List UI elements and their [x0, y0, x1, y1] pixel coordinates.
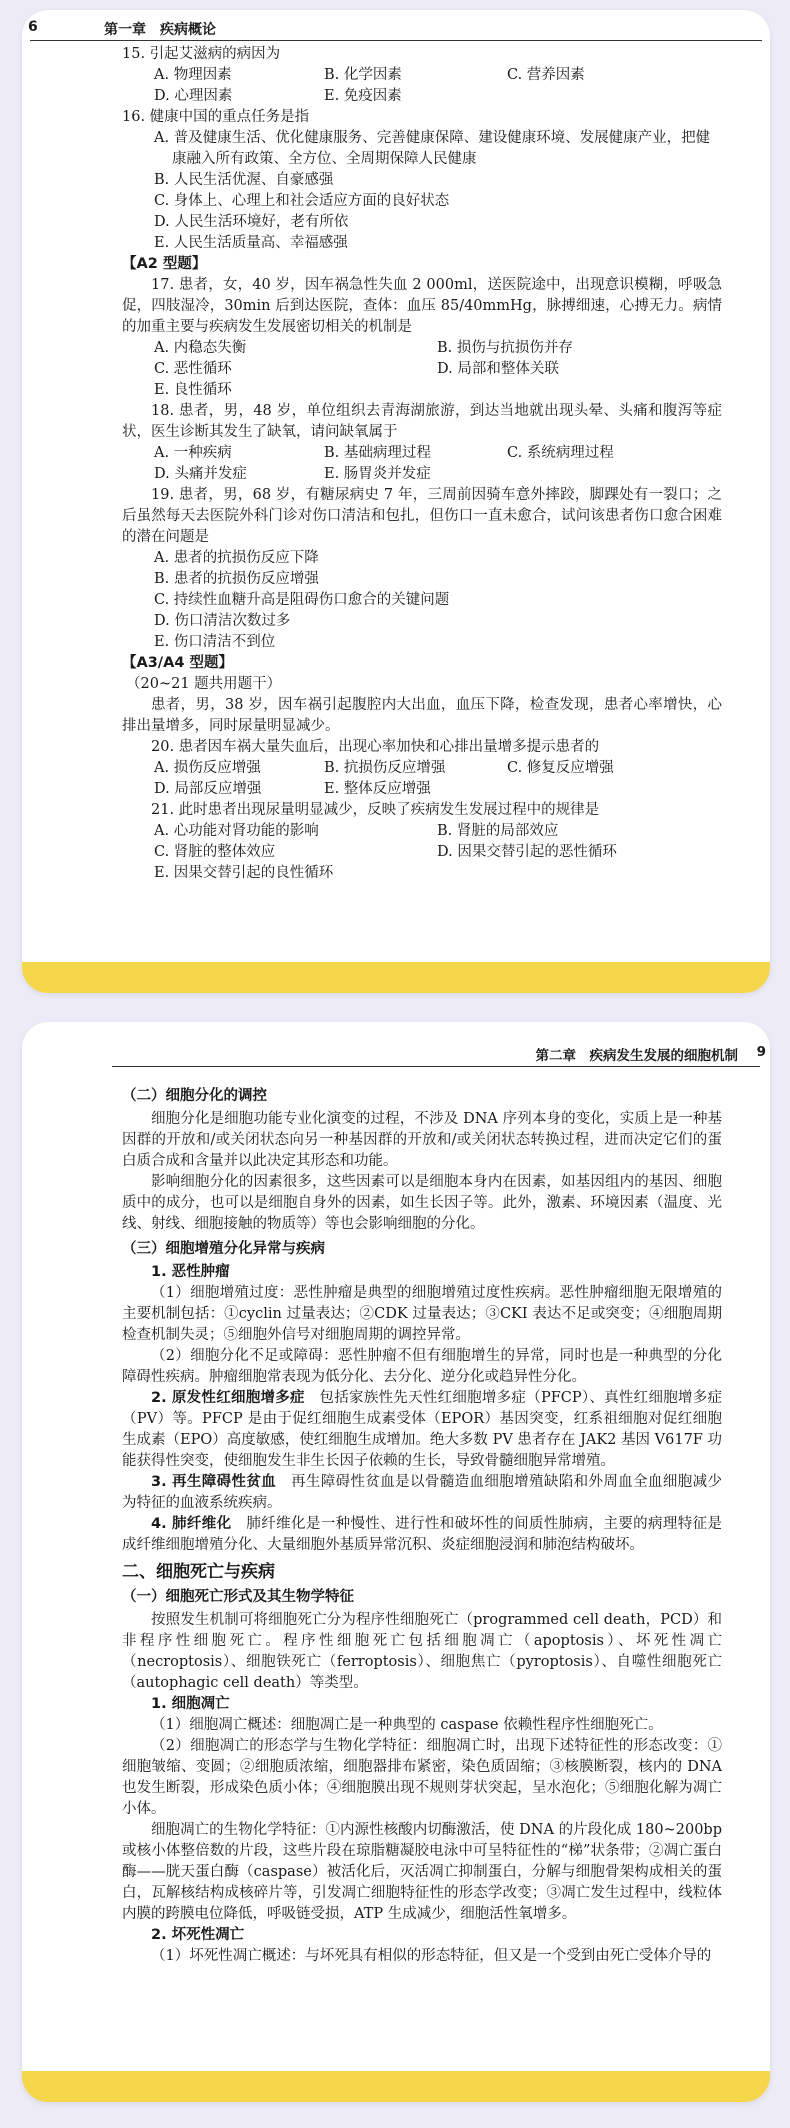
running-header — [30, 18, 762, 41]
question-stem: 17. 患者，女，40 岁，因车祸急性失血 2 000ml，送医院途中，出现意识模糊，呼吸急促，四肢湿冷，30min 后到达医院，查体：血压 85/40mmHg，脉搏细速，心搏无力。病情的加重主要与疾病发生发展密切相关的机制是 — [122, 277, 722, 335]
option: E. 免疫因素 — [324, 88, 402, 104]
inline-heading: 2. 原发性红细胞增多症 — [151, 1390, 305, 1406]
option: D. 头痛并发症 — [154, 466, 247, 482]
decorative-band — [22, 962, 770, 993]
page-1-content — [122, 44, 722, 884]
paragraph: （1）细胞增殖过度：恶性肿瘤是典型的细胞增殖过度性疾病。恶性肿瘤细胞无限增殖的主要机制包括：①cyclin 过量表达；②CDK 过量表达；③CKI 表达不足或突变；④细胞周期检查机制失灵；⑤细胞外信号对细胞周期的调控异常。 — [122, 1285, 722, 1343]
paragraph — [122, 1472, 722, 1514]
option: D. 人民生活环境好，老有所依 — [154, 214, 349, 230]
section-heading: （一）细胞死亡形式及其生物学特征 — [122, 1589, 354, 1605]
option: E. 肠胃炎并发症 — [324, 466, 431, 482]
option: C. 肾脏的整体效应 — [154, 844, 276, 860]
paragraph — [122, 1514, 722, 1556]
paragraph: （1）坏死性凋亡概述：与坏死具有相似的形态特征，但又是一个受到由死亡受体介导的 — [151, 1948, 712, 1964]
section-title: 【A3/A4 型题】 — [122, 655, 233, 671]
option: A. 普及健康生活、优化健康服务、完善健康保障、建设健康环境、发展健康产业，把健 — [154, 130, 711, 146]
option: D. 局部和整体关联 — [437, 361, 559, 377]
question-stem: 18. 患者，男，48 岁，单位组织去青海湖旅游，到达当地就出现头晕、头痛和腹泻等症状，医生诊断其发生了缺氧，请问缺氧属于 — [122, 403, 722, 440]
page-card-2 — [22, 1022, 770, 2102]
option: B. 抗损伤反应增强 — [324, 760, 446, 776]
options — [154, 821, 722, 884]
option: E. 因果交替引起的良性循环 — [154, 865, 334, 881]
option: C. 系统病理过程 — [507, 445, 614, 461]
options — [154, 443, 722, 485]
option: D. 伤口清洁次数过多 — [154, 613, 291, 629]
option: B. 损伤与抗损伤并存 — [437, 340, 573, 356]
options — [154, 548, 722, 653]
subsection-heading: 1. 细胞凋亡 — [151, 1696, 230, 1712]
option: B. 化学因素 — [324, 67, 402, 83]
option: E. 整体反应增强 — [324, 781, 431, 797]
page-2-content — [122, 1082, 722, 1967]
option: C. 营养因素 — [507, 67, 585, 83]
options — [154, 128, 722, 254]
option: B. 人民生活优渥、自豪感强 — [154, 172, 334, 188]
question-stem: 21. 此时患者出现尿量明显减少，反映了疾病发生发展过程中的规律是 — [151, 802, 600, 818]
paragraph: （2）细胞凋亡的形态学与生物化学特征：细胞凋亡时，出现下述特征性的形态改变：①细胞皱缩、变圆；②细胞质浓缩，细胞器排布紧密，染色质固缩；③核膜断裂，核内的 DNA 也发生断裂，形成染色质小体；④细胞膜出现不规则芽状突起，呈水泡化；⑤细胞化解为凋亡小体。 — [122, 1738, 722, 1817]
options — [154, 758, 722, 800]
inline-text: 再生障碍性贫血是以骨髓造血细胞增殖缺陷和外周血全血细胞减少为特征的血液系统疾病。 — [122, 1474, 722, 1511]
question-stem: 19. 患者，男，68 岁，有糖尿病史 7 年，三周前因骑车意外摔跤，脚踝处有一裂口；之后虽然每天去医院外科门诊对伤口清洁和包扎，但伤口一直未愈合，试问该患者伤口愈合困难的潜在问题是 — [122, 487, 722, 545]
question-stem: 15. 引起艾滋病的病因为 — [122, 46, 281, 62]
option: A. 患者的抗损伤反应下降 — [154, 550, 319, 566]
options — [154, 65, 722, 107]
option: C. 恶性循环 — [154, 361, 232, 377]
inline-heading: 3. 再生障碍性贫血 — [151, 1474, 277, 1490]
page-number: 9 — [756, 1044, 766, 1060]
page-number: 6 — [28, 19, 38, 35]
option: C. 修复反应增强 — [507, 760, 614, 776]
option: B. 基础病理过程 — [324, 445, 431, 461]
page-card-1 — [22, 10, 770, 993]
option: A. 内稳态失衡 — [154, 340, 247, 356]
chapter-title: 第二章 疾病发生发展的细胞机制 — [535, 1048, 738, 1064]
paragraph: 按照发生机制可将细胞死亡分为程序性细胞死亡（programmed cell death，PCD）和非程序性细胞死亡。程序性细胞死亡包括细胞凋亡（apoptosis）、坏死性凋亡（necroptosis）、细胞铁死亡（ferroptosis）、细胞焦亡（pyroptosis）、自噬性细胞死亡（autophagic cell death）等类型。 — [122, 1612, 722, 1691]
option: E. 良性循环 — [154, 382, 232, 398]
option: D. 因果交替引起的恶性循环 — [437, 844, 617, 860]
option: B. 肾脏的局部效应 — [437, 823, 559, 839]
option: E. 伤口清洁不到位 — [154, 634, 276, 650]
options — [154, 338, 722, 401]
running-header — [112, 1042, 766, 1067]
paragraph: （2）细胞分化不足或障碍：恶性肿瘤不但有细胞增生的异常，同时也是一种典型的分化障碍性疾病。肿瘤细胞常表现为低分化、去分化、逆分化或趋异性分化。 — [122, 1348, 722, 1385]
decorative-band — [22, 2071, 770, 2102]
question-stem: 20. 患者因车祸大量失血后，出现心率加快和心排出量增多提示患者的 — [151, 739, 600, 755]
shared-stem-note: （20~21 题共用题干） — [126, 676, 282, 692]
section-title: 【A2 型题】 — [122, 256, 207, 272]
inline-text: 包括家族性先天性红细胞增多症（PFCP）、真性红细胞增多症（PV）等。PFCP 是由于促红细胞生成素受体（EPOR）基因突变，红系祖细胞对促红细胞生成素（EPO）高度敏感，使红细胞生成增加。绝大多数 PV 患者存在 JAK2 基因 V617F 功能获得性突变，使细胞发生非生长因子依赖的生长，导致骨髓细胞异常增殖。 — [122, 1390, 722, 1469]
chapter-section-heading: 二、细胞死亡与疾病 — [122, 1562, 275, 1582]
inline-text: 肺纤维化是一种慢性、进行性和破坏性的间质性肺病，主要的病理特征是成纤维细胞增殖分化、大量细胞外基质异常沉积、炎症细胞浸润和肺泡结构破坏。 — [122, 1516, 723, 1553]
section-heading: （三）细胞增殖分化异常与疾病 — [122, 1241, 325, 1257]
option: A. 一种疾病 — [154, 445, 232, 461]
paragraph — [122, 1388, 722, 1472]
option: B. 患者的抗损伤反应增强 — [154, 571, 319, 587]
section-heading: （二）细胞分化的调控 — [122, 1088, 267, 1104]
inline-heading: 4. 肺纤维化 — [151, 1516, 232, 1532]
paragraph: 影响细胞分化的因素很多，这些因素可以是细胞本身内在因素，如基因组内的基因、细胞质中的成分，也可以是细胞自身外的因素，如生长因子等。此外，激素、环境因素（温度、光线、射线、细胞接触的物质等）等也会影响细胞的分化。 — [122, 1174, 722, 1232]
option: A. 心功能对肾功能的影响 — [154, 823, 319, 839]
paragraph: （1）细胞凋亡概述：细胞凋亡是一种典型的 caspase 依赖性程序性细胞死亡。 — [151, 1717, 663, 1733]
option: D. 心理因素 — [154, 88, 233, 104]
option: A. 损伤反应增强 — [154, 760, 261, 776]
option: D. 局部反应增强 — [154, 781, 262, 797]
option: C. 持续性血糖升高是阻碍伤口愈合的关键问题 — [154, 592, 450, 608]
option-continued: 康融入所有政策、全方位、全周期保障人民健康 — [172, 151, 477, 167]
case-description: 患者，男，38 岁，因车祸引起腹腔内大出血，血压下降，检查发现，患者心率增快，心排出量增多，同时尿量明显减少。 — [122, 697, 722, 734]
paragraph: 细胞凋亡的生物化学特征：①内源性核酸内切酶激活，使 DNA 的片段化成 180~200bp 或核小体整倍数的片段，这些片段在琼脂糖凝胶电泳中可呈特征性的“梯”状条带；②凋亡蛋白酶——胱天蛋白酶（caspase）被活化后，灭活凋亡抑制蛋白，分解与细胞骨架构成相关的蛋白，瓦解核结构成核碎片等，引发凋亡细胞特征性的形态学改变；③凋亡发生过程中，线粒体内膜的跨膜电位降低，呼吸链受损，ATP 生成减少，细胞活性氧增多。 — [122, 1822, 722, 1922]
question-stem: 16. 健康中国的重点任务是指 — [122, 109, 310, 125]
option: C. 身体上、心理上和社会适应方面的良好状态 — [154, 193, 450, 209]
option: A. 物理因素 — [154, 67, 232, 83]
subsection-heading: 2. 坏死性凋亡 — [151, 1927, 245, 1943]
option: E. 人民生活质量高、幸福感强 — [154, 235, 348, 251]
chapter-title: 第一章 疾病概论 — [104, 22, 216, 38]
paragraph: 细胞分化是细胞功能专业化演变的过程，不涉及 DNA 序列本身的变化，实质上是一种基因群的开放和/或关闭状态向另一种基因群的开放和/或关闭状态转换过程，进而决定它们的蛋白质合成和含量并以此决定其形态和功能。 — [122, 1111, 722, 1169]
subsection-heading: 1. 恶性肿瘤 — [151, 1264, 230, 1280]
